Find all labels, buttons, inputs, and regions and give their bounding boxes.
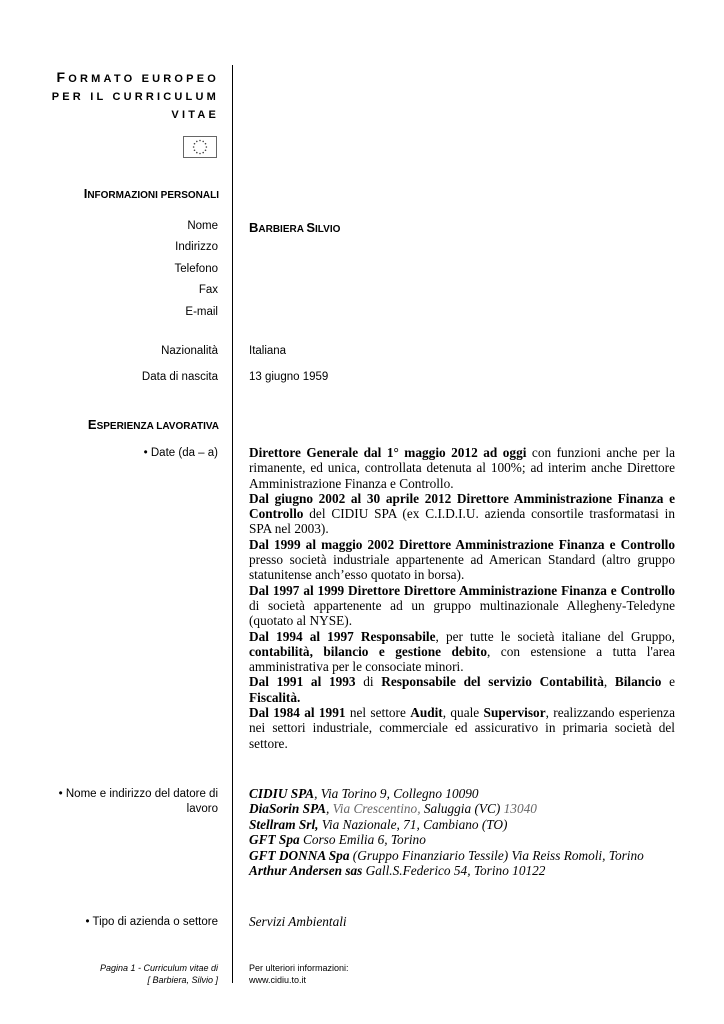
label-telefono: Telefono	[174, 263, 218, 275]
experience-entry: Dal giugno 2002 al 30 aprile 2012 Direttore Amministrazione Finanza e Controllo del CIDIU SPA (ex C.I.D.I.U. azienda consortile trasformatasi in SPA nel 2003).	[249, 490, 675, 537]
label-fax: Fax	[198, 284, 218, 296]
experience-entry: Dal 1997 al 1999 Direttore Direttore Amministrazione Finanza e Controllo di società appartenente ad un gruppo multinazionale Allegheny-Teledyne (quotato al NYSE).	[249, 582, 675, 629]
title-initial: F	[56, 69, 69, 85]
label-nazionalita: Nazionalità	[161, 345, 218, 357]
employer-item: CIDIU SPA, Via Torino 9, Collegno 10090	[249, 786, 479, 801]
label-employer: • Nome e indirizzo del datore di lavoro	[58, 788, 218, 815]
experience-entry: Dal 1999 al maggio 2002 Direttore Amministrazione Finanza e Controllo presso società industriale appartenente ad American Standard (altro gruppo statunitense anch’esso quotato in borsa).	[249, 536, 675, 583]
title-line-2: PER IL CURRICULUM	[51, 91, 219, 103]
employer-item: GFT DONNA Spa (Gruppo Finanziario Tessile) Via Reiss Romoli, Torino	[249, 847, 644, 863]
employer-item: Stellram Srl, Via Nazionale, 71, Cambiano (TO)	[249, 816, 508, 832]
footer-contact: Per ulteriori informazioni: www.cidiu.to.it	[249, 963, 349, 985]
label-email: E-mail	[185, 306, 218, 318]
person-name: BARBIERA SILVIO	[249, 220, 341, 235]
eu-flag-icon	[183, 136, 217, 158]
employer-item: DiaSorin SPA, Via Crescentino, Saluggia (VC) 13040	[249, 801, 537, 817]
label-nome: Nome	[187, 220, 218, 232]
footer-page-info: Pagina 1 - Curriculum vitae di [ Barbiera, Silvio ]	[99, 963, 218, 985]
birth-date-value: 13 giugno 1959	[249, 371, 329, 383]
employers-list	[249, 786, 699, 878]
employer-item: GFT Spa Corso Emilia 6, Torino	[249, 832, 426, 848]
experience-entry: Dal 1991 al 1993 di Responsabile del servizio Contabilità, Bilancio e Fiscalità.	[249, 674, 675, 705]
experience-entry: Direttore Generale dal 1° maggio 2012 ad oggi con funzioni anche per la rimanente, ed unica, controllata detenuta al 100%; ad interim anche Direttore Amministrazione Finanza e Controllo.	[249, 445, 675, 491]
sector-value: Servizi Ambientali	[249, 914, 347, 929]
experience-entry: Dal 1984 al 1991 nel settore Audit, quale Supervisor, realizzando esperienza nei settori industriale, commerciale ed assicurativo in primaria società del settore.	[249, 705, 675, 751]
experience-description	[249, 445, 675, 751]
title-line-1: ORMATO EUROPEO	[68, 73, 219, 85]
title-line-3: VITAE	[171, 109, 219, 121]
employer-item: Arthur Andersen sas Gall.S.Federico 54, Torino 10122	[249, 863, 546, 879]
label-indirizzo: Indirizzo	[175, 241, 218, 253]
column-divider	[232, 65, 233, 983]
section-experience: ESPERIENZA LAVORATIVA	[87, 417, 219, 432]
website-link[interactable]: www.cidiu.to.it	[249, 975, 307, 985]
label-data-nascita: Data di nascita	[141, 371, 218, 383]
nationality-value: Italiana	[249, 345, 287, 357]
section-personal-info: INFORMAZIONI PERSONALI	[83, 186, 219, 201]
label-date: • Date (da – a)	[143, 447, 218, 459]
experience-entry: Dal 1994 al 1997 Responsabile, per tutte le società italiane del Gruppo, contabilità, bilancio e gestione debito, con estensione a tutta l'area amministrativa per le consociate minori.	[249, 628, 675, 675]
label-sector: • Tipo di azienda o settore	[85, 916, 218, 928]
document-title	[19, 68, 219, 124]
